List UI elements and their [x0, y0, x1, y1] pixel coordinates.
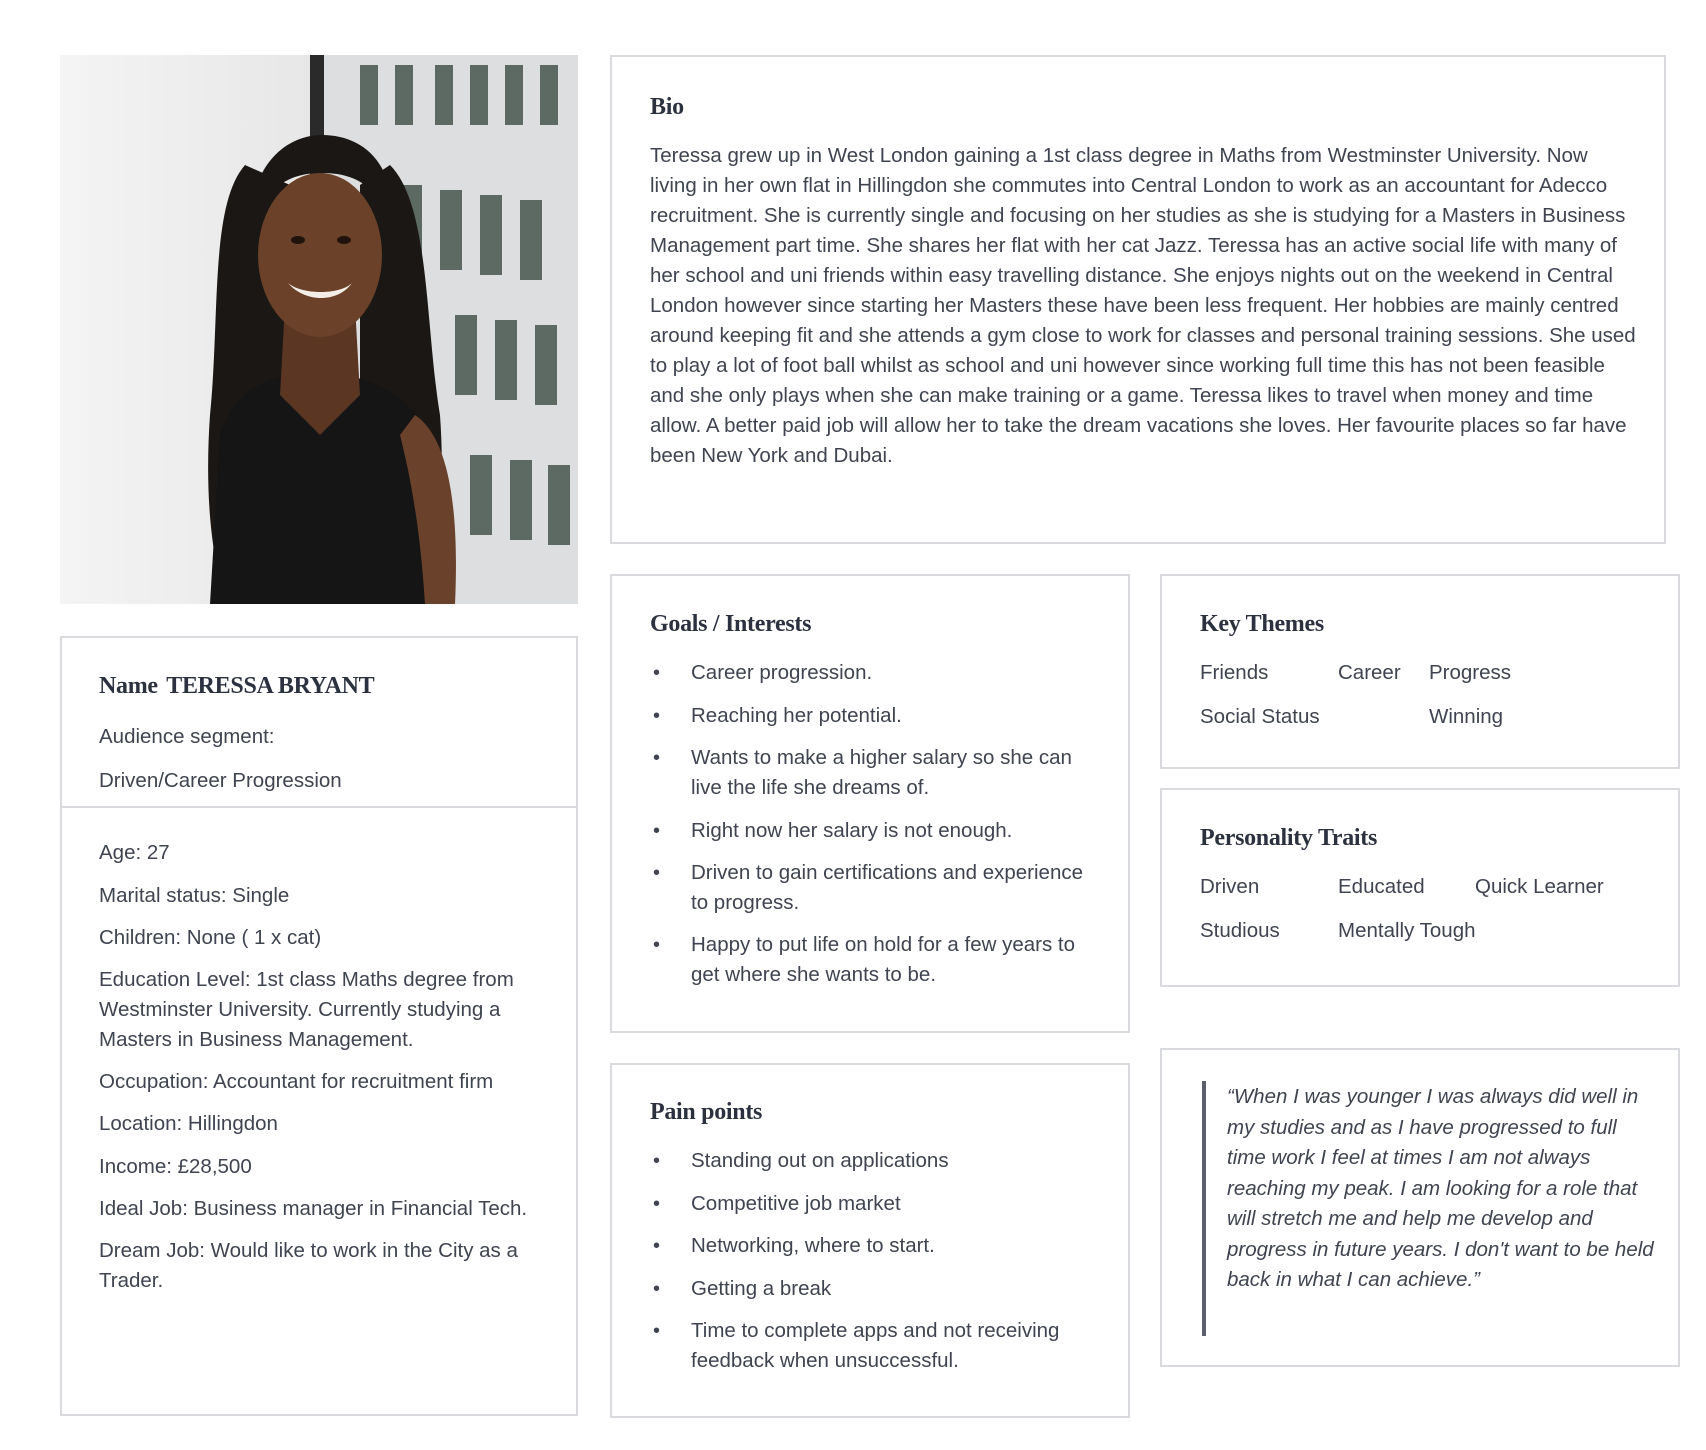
detail-marital-status: Marital status: Single [99, 884, 290, 907]
personality-traits-card [1160, 788, 1680, 987]
detail-education: Education Level: 1st class Maths degree from Westminster University. Currently studying a Masters in Business Management. [99, 968, 514, 1051]
quote-text: “When I was younger I was always did well in my studies and as I have progressed to full time work I feel at times I am not always reaching my peak. I am looking for a role that will stretch me and help me develop and progress in future years. I don't want to be held back in what I can achieve.” [1227, 1085, 1654, 1291]
profile-photo-image [60, 55, 578, 604]
list-item: • Standing out on applications [650, 1146, 1105, 1176]
list-item: • Getting a break [650, 1274, 1105, 1304]
personality-traits-heading: Personality Traits [1200, 825, 1378, 851]
list-item: • Networking, where to start. [650, 1231, 1105, 1261]
detail-dream-job: Dream Job: Would like to work in the City as a Trader. [99, 1239, 518, 1292]
detail-ideal-job: Ideal Job: Business manager in Financial Tech. [99, 1197, 528, 1220]
audience-value: Driven/Career Progression [99, 769, 342, 792]
list-item: • Happy to put life on hold for a few years to get where she wants to be. [650, 930, 1105, 990]
quote-card [1160, 1048, 1680, 1367]
list-item: • Time to complete apps and not receiving feedback when unsuccessful. [650, 1316, 1105, 1376]
pain-points-list [650, 1146, 1105, 1376]
pain-points-card [610, 1063, 1130, 1418]
goals-list [650, 658, 1105, 990]
pain-points-heading: Pain points [650, 1099, 763, 1125]
profile-details [99, 838, 549, 1296]
audience-label: Audience segment: [99, 725, 275, 748]
key-themes-card [1160, 574, 1680, 769]
bio-card [610, 55, 1666, 544]
bio-text: Teressa grew up in West London gaining a 1st class degree in Maths from Westminster University. Now living in her own flat in Hillingdon she commutes into Central London to work as an accountant for Adecco recruitment. She is currently single and focusing on her studies as she is studying for a Masters in Business Management part time. She shares her flat with her cat Jazz. Teressa has an active social life with many of her school and uni friends within easy travelling distance. She enjoys nights out on the weekend in Central London however since starting her Masters these have been less frequent. Her hobbies are mainly centred around keeping fit and she attends a gym close to work for classes and personal training sessions. She used to play a lot of foot ball whilst as school and uni however since working full time this has not been feasible and she only plays when she can make training or a game. Teressa likes to travel when money and time allow. A better paid job will allow her to take the dream vacations she loves. Her favourite places so far have been New York and Dubai. [650, 144, 1636, 467]
detail-children: Children: None ( 1 x cat) [99, 926, 322, 949]
trait-driven: Driven [1200, 875, 1260, 898]
profile-card [60, 636, 578, 1416]
list-item: • Right now her salary is not enough. [650, 816, 1105, 846]
goals-heading: Goals / Interests [650, 611, 812, 637]
list-item: • Reaching her potential. [650, 701, 1105, 731]
list-item: • Wants to make a higher salary so she can live the life she dreams of. [650, 743, 1105, 803]
trait-mentally-tough: Mentally Tough [1338, 919, 1476, 942]
profile-divider [62, 806, 576, 808]
theme-progress: Progress [1429, 661, 1512, 684]
name-label: Name [99, 673, 158, 699]
trait-studious: Studious [1200, 919, 1280, 942]
goals-card [610, 574, 1130, 1033]
theme-winning: Winning [1429, 705, 1504, 728]
name-value: TERESSA BRYANT [166, 673, 375, 699]
key-themes-heading: Key Themes [1200, 611, 1324, 637]
list-item: • Competitive job market [650, 1189, 1105, 1219]
quote-bar [1202, 1081, 1206, 1336]
theme-social-status: Social Status [1200, 705, 1320, 728]
trait-quick-learner: Quick Learner [1475, 875, 1604, 898]
list-item: • Career progression. [650, 658, 1105, 688]
trait-educated: Educated [1338, 875, 1425, 898]
profile-photo [60, 55, 578, 604]
profile-name-row [99, 673, 374, 700]
bio-heading: Bio [650, 94, 684, 120]
detail-location: Location: Hillingdon [99, 1112, 278, 1135]
detail-income: Income: £28,500 [99, 1155, 252, 1178]
theme-friends: Friends [1200, 661, 1269, 684]
theme-career: Career [1338, 661, 1401, 684]
detail-occupation: Occupation: Accountant for recruitment firm [99, 1070, 494, 1093]
detail-age: Age: 27 [99, 841, 170, 864]
list-item: • Driven to gain certifications and experience to progress. [650, 858, 1105, 918]
